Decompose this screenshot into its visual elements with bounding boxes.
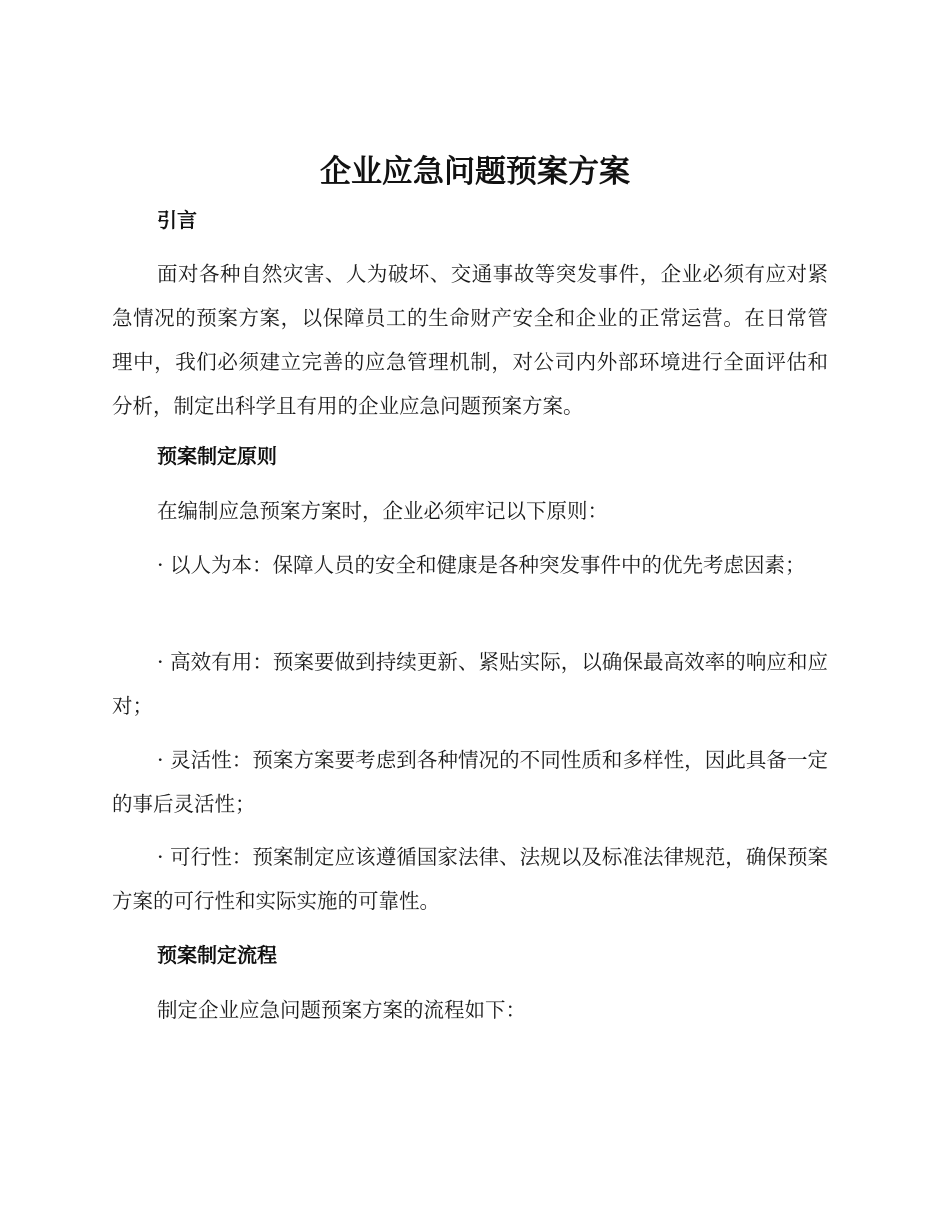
document-title: 企业应急问题预案方案 [320, 154, 630, 190]
principle-item-feasibility: · 可行性：预案制定应该遵循国家法律、法规以及标准法律规范，确保预案方案的可行性和实际实施的可靠性。 [112, 845, 828, 913]
paragraph-process-intro: 制定企业应急问题预案方案的流程如下： [157, 998, 526, 1022]
paragraph-intro: 面对各种自然灾害、人为破坏、交通事故等突发事件，企业必须有应对紧急情况的预案方案，以保障员工的生命财产安全和企业的正常运营。在日常管理中，我们必须建立完善的应急管理机制，对公司内外部环境进行全面评估和分析，制定出科学且有用的企业应急问题预案方案。 [112, 262, 828, 418]
principle-item-efficiency: · 高效有用：预案要做到持续更新、紧贴实际，以确保最高效率的响应和应对； [112, 650, 828, 718]
section-heading-process: 预案制定流程 [157, 943, 277, 967]
paragraph-principles-intro: 在编制应急预案方案时，企业必须牢记以下原则： [157, 499, 608, 523]
section-heading-principles: 预案制定原则 [157, 444, 277, 468]
principle-item-people-first: · 以人为本：保障人员的安全和健康是各种突发事件中的优先考虑因素； [157, 553, 806, 577]
section-heading-intro: 引言 [157, 208, 197, 232]
principle-item-flexibility: · 灵活性：预案方案要考虑到各种情况的不同性质和多样性，因此具备一定的事后灵活性； [112, 748, 828, 816]
